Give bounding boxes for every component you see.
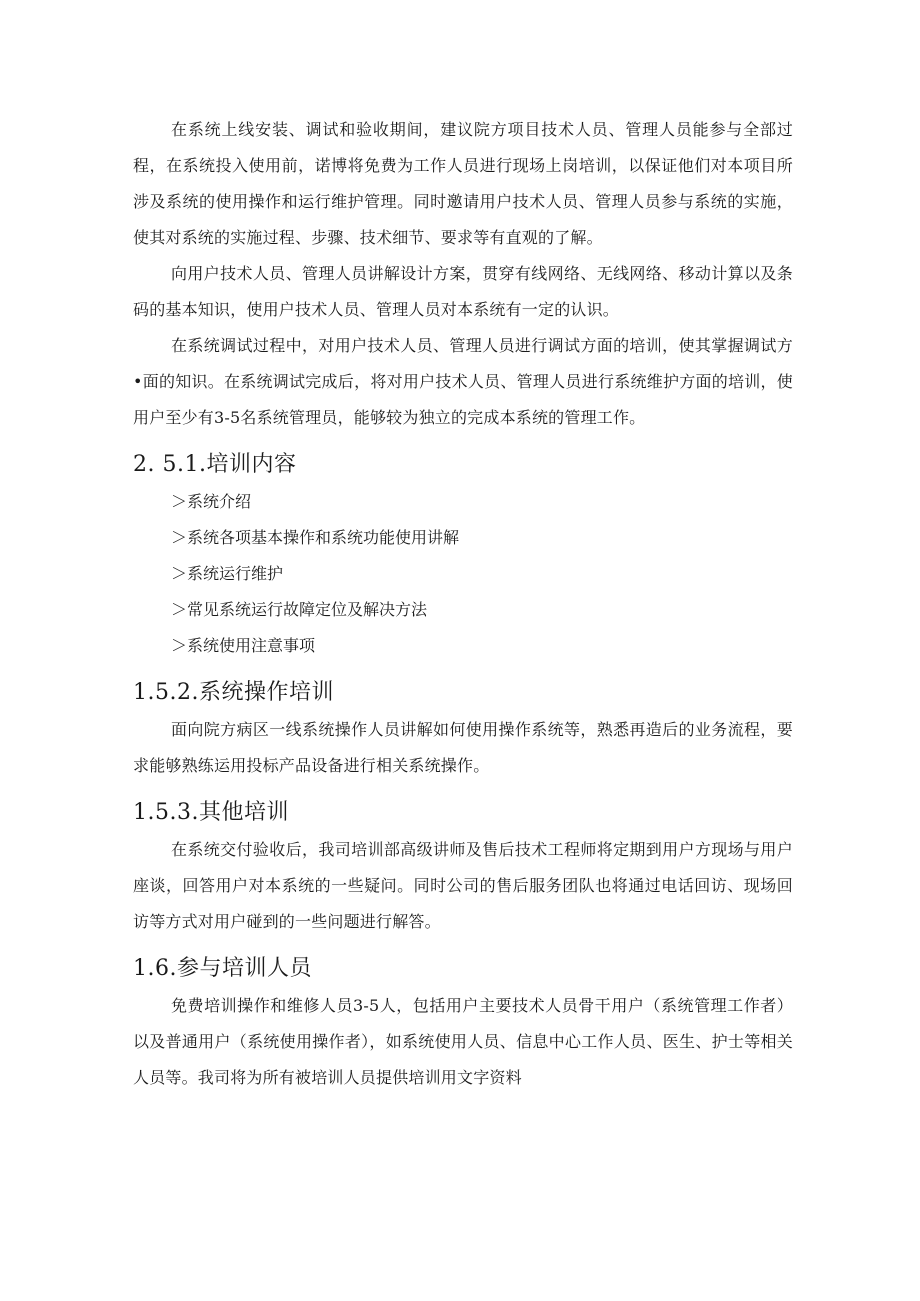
list-item: ＞系统运行维护 xyxy=(171,564,284,583)
heading-operation-training: 1.5.2.系统操作培训 xyxy=(133,680,334,705)
intro-paragraph-2: 向用户技术人员、管理人员讲解设计方案，贯穿有线网络、无线网络、移动计算以及条码的基本知识，使用户技术人员、管理人员对本系统有一定的认识。 xyxy=(133,264,793,319)
heading-other-training: 1.5.3.其他培训 xyxy=(133,800,289,825)
list-item: ＞系统使用注意事项 xyxy=(171,636,316,655)
heading-trainees: 1.6.参与培训人员 xyxy=(133,956,312,981)
trainees-paragraph: 免费培训操作和维修人员3-5人，包括用户主要技术人员骨干用户（系统管理工作者）以及普通用户（系统使用操作者），如系统使用人员、信息中心工作人员、医生、护士等相关人员等。我司将为所有被培训人员提供培训用文字资料 xyxy=(133,996,793,1087)
list-item: ＞系统各项基本操作和系统功能使用讲解 xyxy=(171,528,460,547)
heading-training-content: 2. 5.1.培训内容 xyxy=(133,452,297,477)
training-content-list xyxy=(133,484,793,664)
other-training-paragraph: 在系统交付验收后，我司培训部高级讲师及售后技术工程师将定期到用户方现场与用户座谈，回答用户对本系统的一些疑问。同时公司的售后服务团队也将通过电话回访、现场回访等方式对用户碰到的一些问题进行解答。 xyxy=(133,840,793,931)
intro-paragraph-1: 在系统上线安装、调试和验收期间，建议院方项目技术人员、管理人员能参与全部过程，在系统投入使用前，诺博将免费为工作人员进行现场上岗培训，以保证他们对本项目所涉及系统的使用操作和运行维护管理。同时邀请用户技术人员、管理人员参与系统的实施，使其对系统的实施过程、步骤、技术细节、要求等有直观的了解。 xyxy=(133,120,793,247)
document-body xyxy=(133,112,793,1096)
operation-training-paragraph: 面向院方病区一线系统操作人员讲解如何使用操作系统等，熟悉再造后的业务流程，要求能够熟练运用投标产品设备进行相关系统操作。 xyxy=(133,720,793,775)
list-item: ＞系统介绍 xyxy=(171,492,252,511)
intro-paragraph-3: 在系统调试过程中，对用户技术人员、管理人员进行调试方面的培训，使其掌握调试方•面的知识。在系统调试完成后，将对用户技术人员、管理人员进行系统维护方面的培训，使用户至少有3-5名系统管理员，能够较为独立的完成本系统的管理工作。 xyxy=(133,336,793,427)
list-item: ＞常见系统运行故障定位及解决方法 xyxy=(171,600,428,619)
